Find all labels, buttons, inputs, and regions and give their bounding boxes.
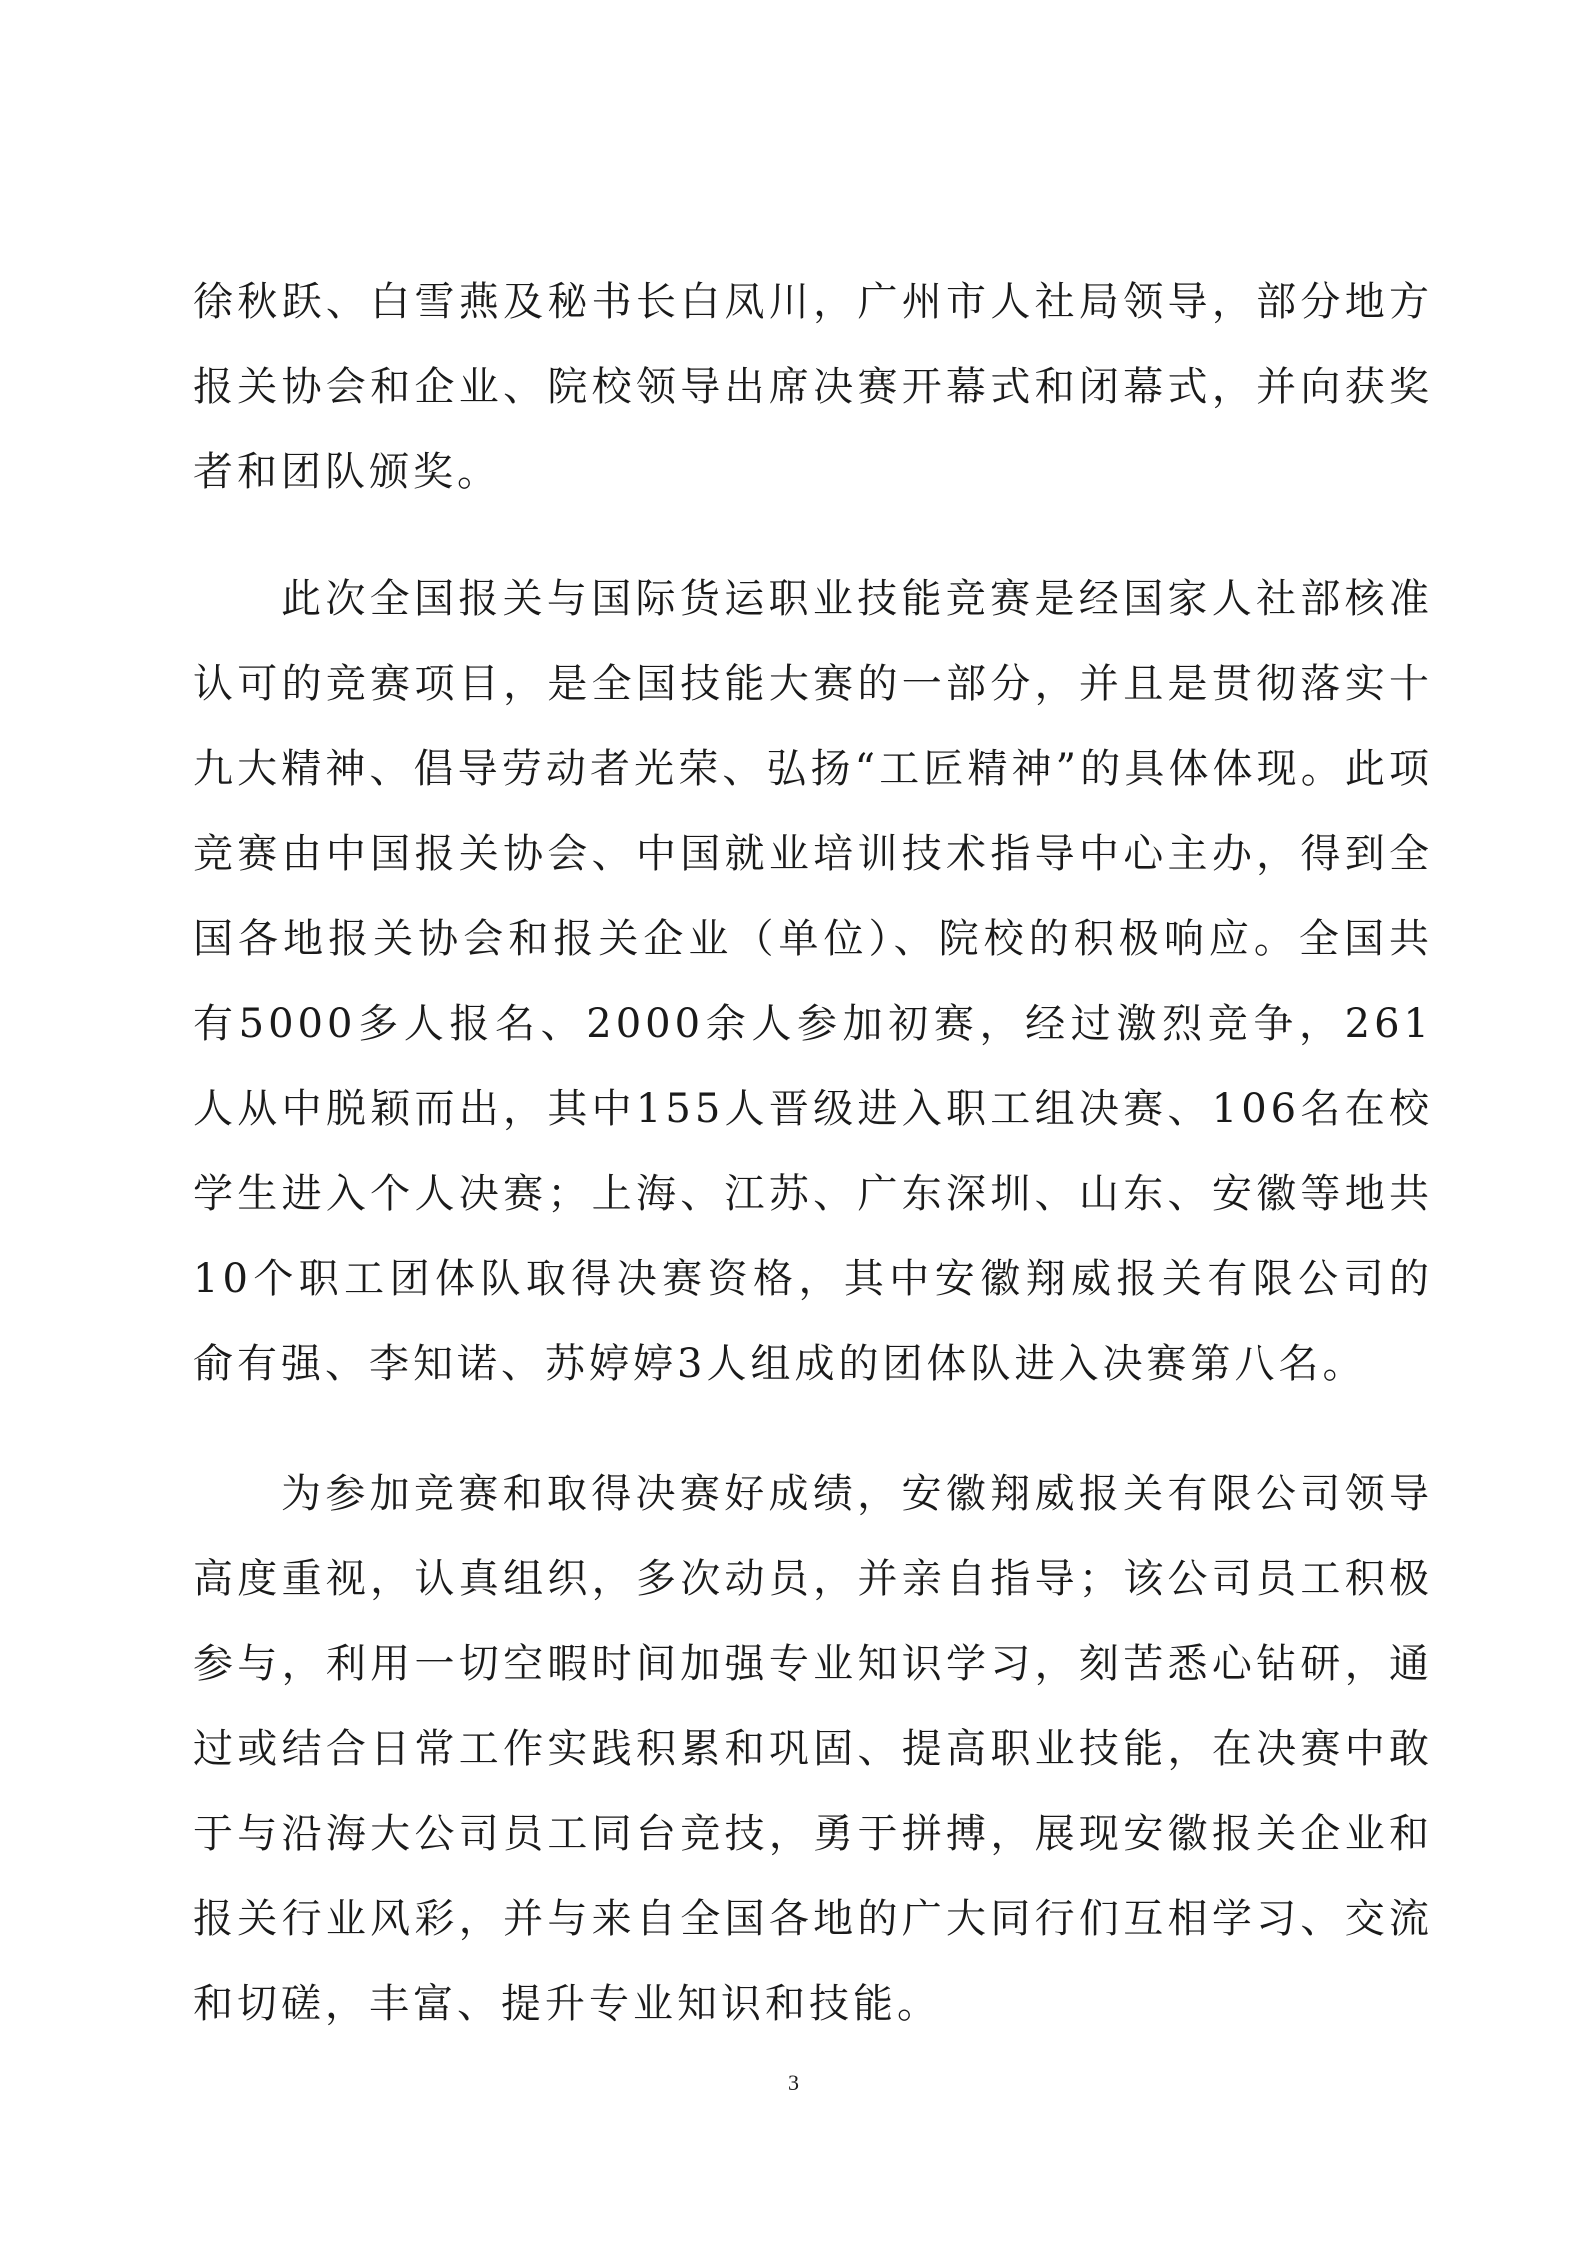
- paragraph-competition-overview: 此次全国报关与国际货运职业技能竞赛是经国家人社部核准认可的竞赛项目，是全国技能大赛的一部分，并且是贯彻落实十九大精神、倡导劳动者光荣、弘扬“工匠精神”的具体体现。此项竞赛由中国报关协会、中国就业培训技术指导中心主办，得到全国各地报关协会和报关企业（单位）、院校的积极响应。全国共有5000多人报名、2000余人参加初赛，经过激烈竞争，261人从中脱颖而出，其中155人晋级进入职工组决赛、106名在校学生进入个人决赛；上海、江苏、广东深圳、山东、安徽等地共10个职工团体队取得决赛资格，其中安徽翔威报关有限公司的俞有强、李知诺、苏婷婷3人组成的团体队进入决赛第八名。: [193, 576, 1433, 1387]
- paragraph-continuation: 徐秋跃、白雪燕及秘书长白凤川，广州市人社局领导，部分地方报关协会和企业、院校领导出席决赛开幕式和闭幕式，并向获奖者和团队颁奖。: [193, 279, 1433, 495]
- page-number: 3: [788, 2070, 799, 2095]
- document-body: [193, 260, 1433, 2047]
- paragraph-company-participation: 为参加竞赛和取得决赛好成绩，安徽翔威报关有限公司领导高度重视，认真组织，多次动员，并亲自指导；该公司员工积极参与，利用一切空暇时间加强专业知识学习，刻苦悉心钻研，通过或结合日常工作实践积累和巩固、提高职业技能，在决赛中敢于与沿海大公司员工同台竞技，勇于拼搏，展现安徽报关企业和报关行业风彩，并与来自全国各地的广大同行们互相学习、交流和切磋，丰富、提升专业知识和技能。: [193, 1471, 1433, 2027]
